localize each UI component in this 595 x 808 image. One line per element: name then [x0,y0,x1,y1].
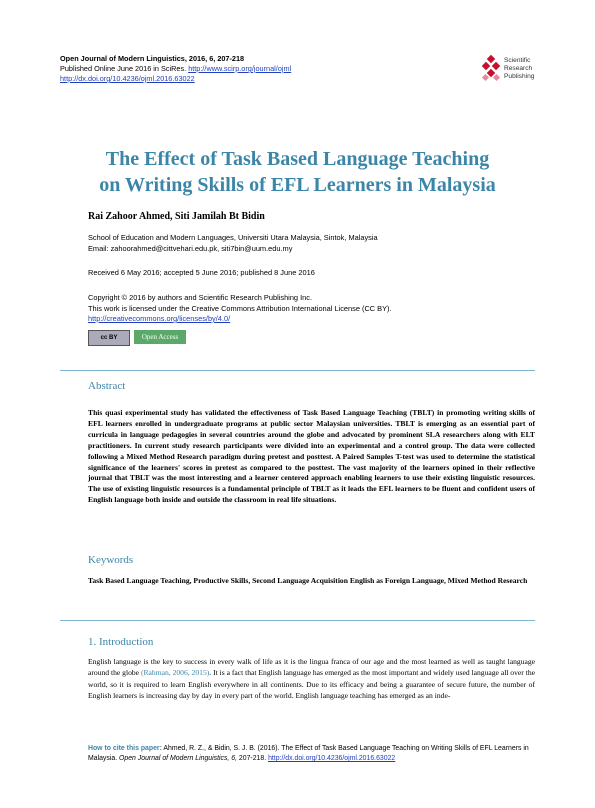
license-badges [88,330,186,344]
intro-text-part: . It is a fact that English language has emerged as the most important and widely used language all over the world, so it is required to learn English everywhere in all continents. Due to its efficacy and being a guarantee of secure future, the number of English learners is increasing day by day in every part of the world. English language teaching has emerged as an inde- [88,668,535,701]
publisher-logo [480,54,570,86]
open-access-badge[interactable]: Open Access [134,330,186,344]
abstract-heading: Abstract [88,380,126,392]
logo-line-2: Research [504,65,533,72]
logo-line-3: Publishing [504,73,535,80]
publication-line [60,64,420,74]
journal-citation: Open Journal of Modern Linguistics, 2016, 6, 207-218 [60,54,245,63]
paper-title [40,146,555,198]
publisher-logo-mark-icon [480,54,502,84]
logo-line-1: Scientific [504,57,531,64]
keywords-heading: Keywords [88,554,134,566]
authors: Rai Zahoor Ahmed, Siti Jamilah Bt Bidin [88,211,265,222]
cite-pages: 207-218. [237,755,269,762]
how-to-cite-label: How to cite this paper: [88,745,162,752]
introduction-text [88,656,535,702]
license-link[interactable]: http://creativecommons.org/licenses/by/4.0/ [88,314,231,323]
cite-journal: Open Journal of Modern Linguistics, 6, [119,755,238,762]
affiliation-line: School of Education and Modern Languages, Universiti Utara Malaysia, Sintok, Malaysia [88,233,378,242]
received-dates: Received 6 May 2016; accepted 5 June 2016; published 8 June 2016 [88,268,315,277]
doi-link[interactable]: http://dx.doi.org/10.4236/ojml.2016.63022 [60,74,195,83]
section-divider [60,620,535,621]
journal-header [60,54,420,84]
how-to-cite [88,744,548,764]
license-line: This work is licensed under the Creative Commons Attribution International License (CC BY). [88,303,392,313]
cc-by-badge[interactable]: cc BY [88,330,130,346]
publisher-logo-text [504,57,534,81]
published-online: Published Online June 2016 in SciRes. [60,64,187,73]
title-line-2: on Writing Skills of EFL Learners in Malaysia [99,174,496,196]
introduction-heading: 1. Introduction [88,636,154,648]
copyright-block [88,293,528,325]
intro-text-part: English language is the key to success in every walk of life as it is the lingua franca of our age and the most learned as well as taught language around the globe [88,657,535,678]
cite-text: Ahmed, R. Z., & Bidin, S. J. B. (2016). The Effect of Task Based Language Teaching on Writing Skills of EFL Learners in Malaysia. [88,745,529,762]
abstract-text: This quasi experimental study has validated the effectiveness of Task Based Language Teaching (TBLT) in promoting writing skills of EFL learners enrolled in undergraduate programs at public sector Malaysian universities. TBLT is emerging as an essential part of curricula in language pedagogies in several countries around the globe and advocated by prominent SLA researchers along with ELT practitioners. In current study research participants were divided into an experimental and a control group. The data were collected following a Mixed Method Research paradigm during pretest and posttest. A Paired Samples T-test was used to determine the statistical significance of the learners' scores in pretest as compared to the posttest. The vast majority of the learners opined in their reflective journal that TBLT was the most interesting and a learner centered approach enabling learners to use their existing linguistic resources. The use of existing linguistic resources is a fundamental principle of TBLT as it leads the EFL learners to be fluent and confident users of English language both inside and outside the classroom in real life situations. [88,408,535,505]
cite-doi-link[interactable]: http://dx.doi.org/10.4236/ojml.2016.63022 [268,755,396,762]
journal-url-link[interactable]: http://www.scirp.org/journal/ojml [188,64,292,73]
copyright-line: Copyright © 2016 by authors and Scientific Research Publishing Inc. [88,293,313,302]
affiliation [88,233,528,254]
email-line: Email: zahoorahmed@cittvehari.edu.pk, siti7bin@uum.edu.my [88,243,293,253]
citation-link[interactable]: (Rahman, 2006, 2015) [140,668,210,678]
keywords-text: Task Based Language Teaching, Productive Skills, Second Language Acquisition English as Foreign Language, Mixed Method Research [88,576,528,585]
title-line-1: The Effect of Task Based Language Teaching [105,148,490,170]
section-divider [60,370,535,371]
